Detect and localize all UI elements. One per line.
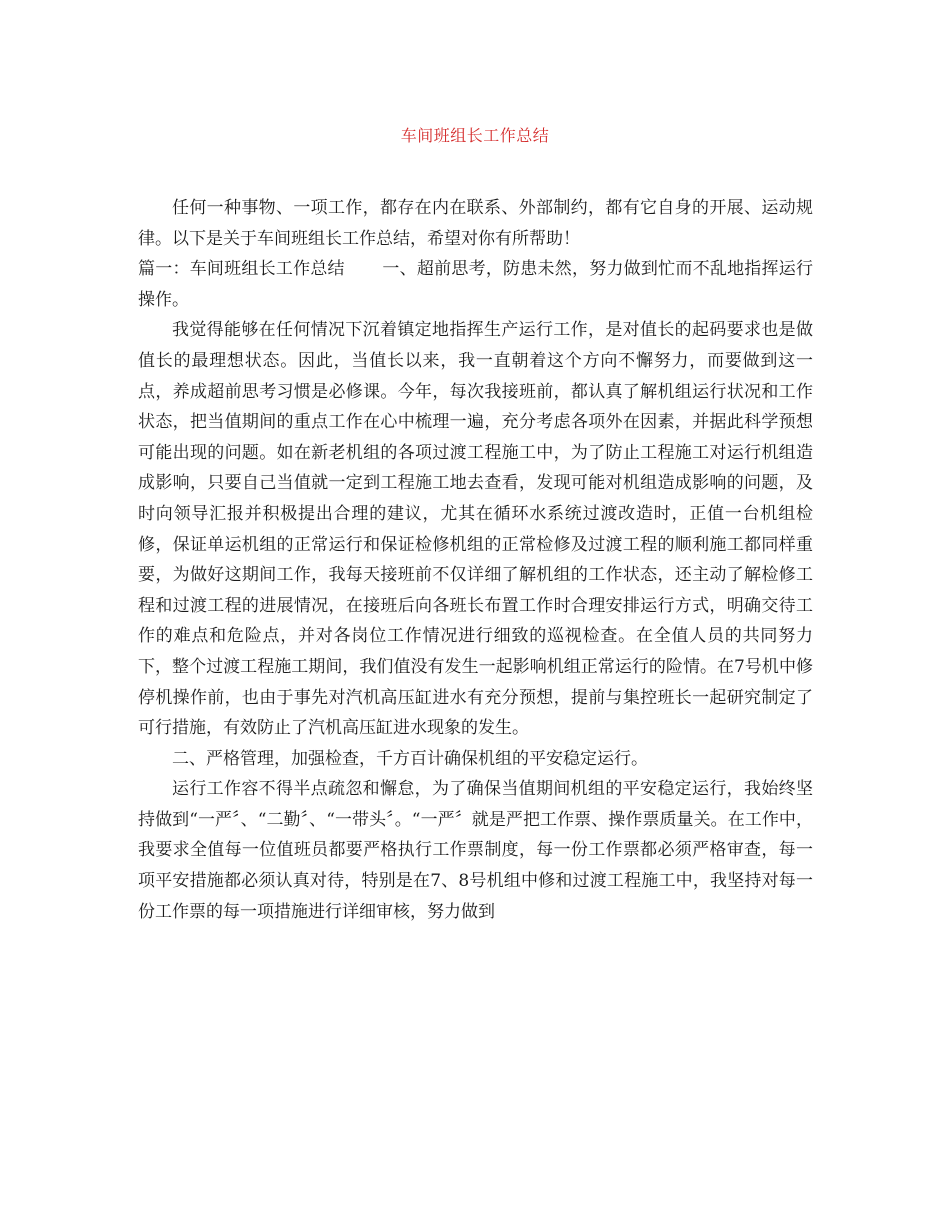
paragraph-part-one (138, 254, 813, 315)
section-heading-one: 一、超前思考，防患未然，努力做到忙而不乱地指挥运行操作。 (138, 259, 814, 310)
paragraph-intro: 任何一种事物、一项工作，都存在内在联系、外部制约，都有它自身的开展、运动规律。以下是关于车间班组长工作总结，希望对你有所帮助！ (138, 198, 813, 249)
part-label: 篇一：车间班组长工作总结 (138, 259, 345, 280)
document-body (138, 193, 813, 927)
document-title: 车间班组长工作总结 (400, 126, 550, 145)
paragraph-body-two: 运行工作容不得半点疏忽和懈怠，为了确保当值期间机组的平安稳定运行，我始终坚持做到“一严〞、“二勤〞、“一带头〞。“一严〞就是严把工作票、操作票质量关。在工作中，我要求全值每一位值班员都要严格执行工作票制度，每一份工作票都必须严格审查，每一项平安措施都必须认真对待，特别是在7、8号机组中修和过渡工程施工中，我坚持对每一份工作票的每一项措施进行详细审核，努力做到 (138, 779, 813, 922)
paragraph-body-one: 我觉得能够在任何情况下沉着镇定地指挥生产运行工作，是对值长的起码要求也是做值长的最理想状态。因此，当值长以来，我一直朝着这个方向不懈努力，而要做到这一点，养成超前思考习惯是必修课。今年，每次我接班前，都认真了解机组运行状况和工作状态，把当值期间的重点工作在心中梳理一遍，充分考虑各项外在因素，并据此科学预想可能出现的问题。如在新老机组的各项过渡工程施工中，为了防止工程施工对运行机组造成影响，只要自己当值就一定到工程施工地去查看，发现可能对机组造成影响的问题，及时向领导汇报并积极提出合理的建议，尤其在循环水系统过渡改造时，正值一台机组检修，保证单运机组的正常运行和保证检修机组的正常检修及过渡工程的顺利施工都同样重要，为做好这期间工作，我每天接班前不仅详细了解机组的工作状态，还主动了解检修工程和过渡工程的进展情况，在接班后向各班长布置工作时合理安排运行方式，明确交待工作的难点和危险点，并对各岗位工作情况进行细致的巡视检查。在全值人员的共同努力下，整个过渡工程施工期间，我们值没有发生一起影响机组正常运行的险情。在7号机中修停机操作前，也由于事先对汽机高压缸进水有充分预想，提前与集控班长一起研究制定了可行措施，有效防止了汽机高压缸进水现象的发生。 (138, 320, 813, 739)
section-heading-two: 二、严格管理，加强检查，千方百计确保机组的平安稳定运行。 (172, 748, 648, 769)
